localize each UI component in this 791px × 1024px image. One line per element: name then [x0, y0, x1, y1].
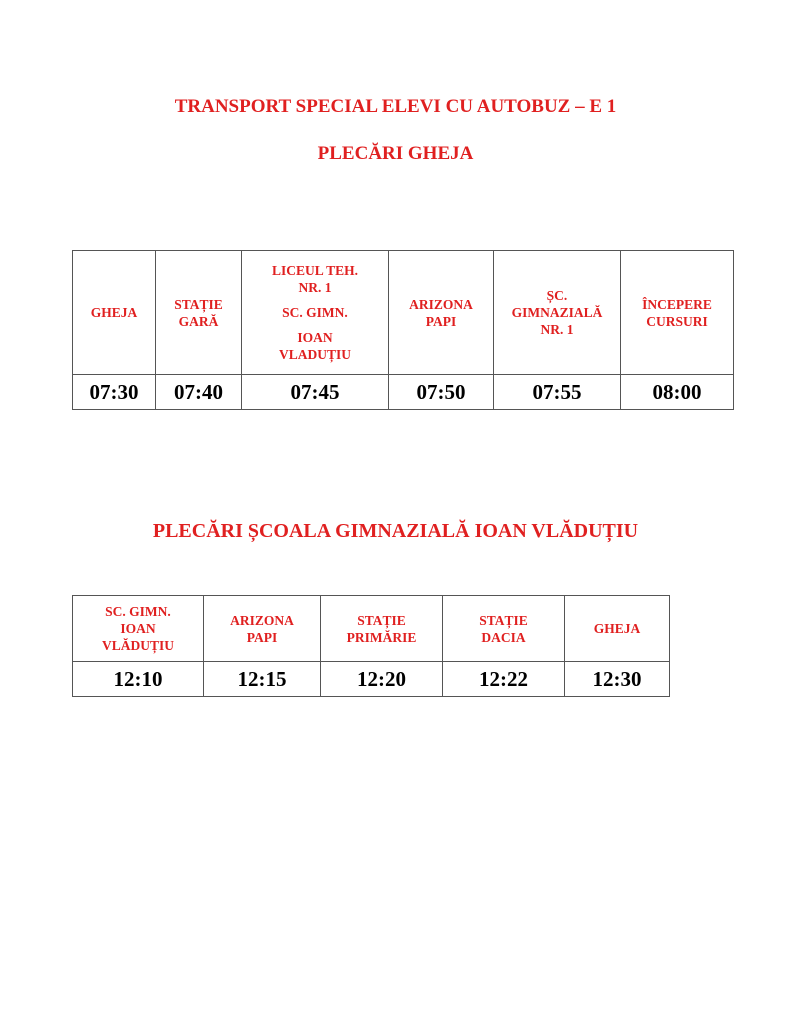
header-line: ARIZONA — [230, 612, 294, 628]
time-row — [73, 375, 734, 410]
schedule-table-gheja — [72, 250, 734, 410]
section-title-school: PLECĂRI ȘCOALA GIMNAZIALĂ IOAN VLĂDUȚIU — [152, 520, 639, 542]
header-cell-arizona-papi — [389, 251, 494, 375]
time-cell: 08:00 — [621, 375, 734, 410]
header-cell-sc-gimnaziala-nr1 — [494, 251, 621, 375]
header-line: GHEJA — [593, 621, 641, 636]
time-cell: 07:55 — [494, 375, 621, 410]
header-cell-gheja — [565, 596, 670, 662]
header-line: GIMNAZIALĂ — [511, 305, 603, 320]
time-cell: 12:20 — [321, 662, 443, 697]
header-line: VLĂDUȚIU — [101, 638, 174, 653]
section-title-gheja: PLECĂRI GHEJA — [317, 143, 474, 164]
header-line: CURSURI — [646, 313, 708, 329]
header-line: IOAN — [120, 621, 156, 636]
header-cell-statie-primarie — [321, 596, 443, 662]
header-line: GHEJA — [90, 305, 138, 320]
header-line: SC. GIMN. — [105, 604, 171, 619]
time-cell: 12:30 — [565, 662, 670, 697]
header-line: VLADUȚIU — [278, 347, 351, 362]
header-cell-incepere-cursuri — [621, 251, 734, 375]
time-cell: 07:50 — [389, 375, 494, 410]
header-line: STAȚIE — [174, 296, 223, 312]
time-cell: 07:30 — [73, 375, 156, 410]
header-cell-liceul-sc-gimn — [242, 251, 389, 375]
header-line: PRIMĂRIE — [346, 629, 417, 645]
header-cell-arizona-papi — [204, 596, 321, 662]
header-line: ARIZONA — [409, 296, 473, 312]
header-line: PAPI — [246, 629, 278, 645]
header-line: NR. 1 — [298, 280, 332, 295]
time-cell: 12:10 — [73, 662, 204, 697]
header-cell-statie-dacia — [443, 596, 565, 662]
header-line: PAPI — [425, 313, 457, 329]
main-title: TRANSPORT SPECIAL ELEVI CU AUTOBUZ – E 1 — [174, 96, 617, 117]
time-row — [73, 662, 670, 697]
time-cell: 12:22 — [443, 662, 565, 697]
header-line: ÎNCEPERE — [642, 296, 712, 312]
header-cell-statie-gara — [156, 251, 242, 375]
header-line: IOAN — [297, 330, 333, 345]
header-line: STAȚIE — [357, 612, 406, 628]
header-line: LICEUL TEH. — [271, 263, 359, 278]
time-cell: 07:40 — [156, 375, 242, 410]
header-line: STAȚIE — [479, 612, 528, 628]
header-line: ȘC. — [546, 288, 568, 303]
time-cell: 07:45 — [242, 375, 389, 410]
time-cell: 12:15 — [204, 662, 321, 697]
header-cell-sc-gimn-ioan-vladutiu — [73, 596, 204, 662]
header-row — [73, 596, 670, 662]
header-line: DACIA — [481, 629, 526, 645]
header-line: GARĂ — [178, 313, 219, 329]
header-line: SC. GIMN. — [282, 305, 348, 320]
header-line: NR. 1 — [540, 322, 574, 337]
header-cell-gheja — [73, 251, 156, 375]
schedule-table-school — [72, 595, 670, 697]
header-row — [73, 251, 734, 375]
